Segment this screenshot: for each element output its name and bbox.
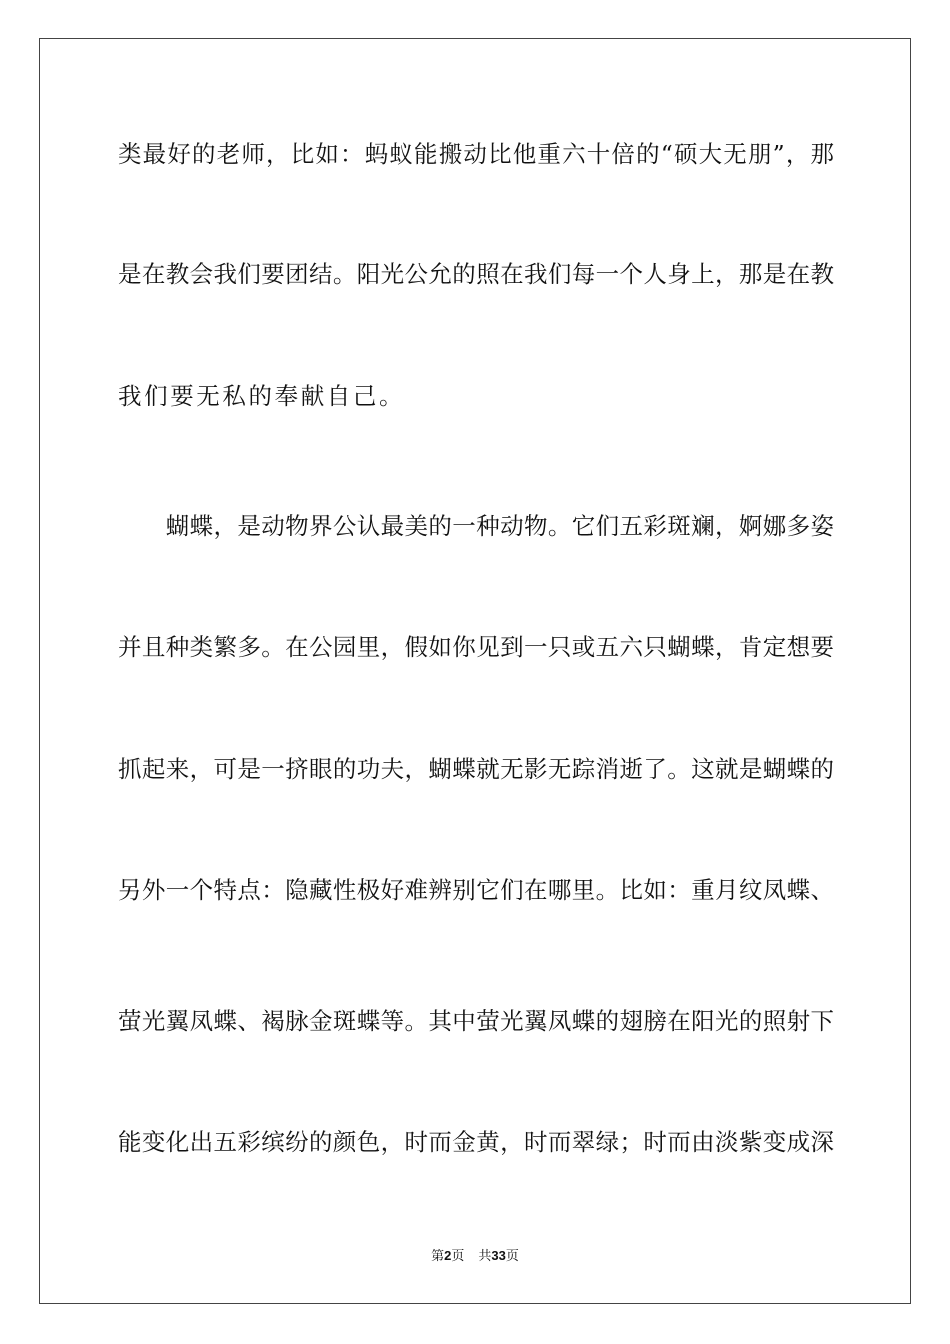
total-pages: 33 [491, 1248, 506, 1263]
total-suffix: 页 [505, 1249, 519, 1264]
text-line-3: 我们要无私的奉献自己。 [118, 382, 406, 410]
page-number: 2 [444, 1248, 452, 1263]
page-prefix: 第 [431, 1249, 445, 1264]
text-line-6: 抓起来，可是一挤眼的功夫，蝴蝶就无影无踪消逝了。这就是蝴蝶的 [118, 755, 834, 783]
page-suffix: 页 [451, 1249, 465, 1264]
text-line-2: 是在教会我们要团结。阳光公允的照在我们每一个人身上，那是在教 [118, 260, 834, 288]
total-prefix: 共 [478, 1249, 492, 1264]
text-line-9: 能变化出五彩缤纷的颜色，时而金黄，时而翠绿；时而由淡紫变成深 [118, 1128, 834, 1156]
text-line-4: 蝴蝶，是动物界公认最美的一种动物。它们五彩斑斓，婀娜多姿 [118, 512, 834, 540]
text-line-1: 类最好的老师，比如：蚂蚁能搬动比他重六十倍的“硕大无朋”，那 [118, 140, 834, 168]
page-border [39, 38, 911, 1304]
text-line-8: 萤光翼凤蝶、褐脉金斑蝶等。其中萤光翼凤蝶的翅膀在阳光的照射下 [118, 1007, 834, 1035]
page-footer [0, 1248, 950, 1265]
text-line-7: 另外一个特点：隐藏性极好难辨别它们在哪里。比如：重月纹凤蝶、 [118, 876, 834, 904]
text-line-5: 并且种类繁多。在公园里，假如你见到一只或五六只蝴蝶，肯定想要 [118, 633, 834, 661]
